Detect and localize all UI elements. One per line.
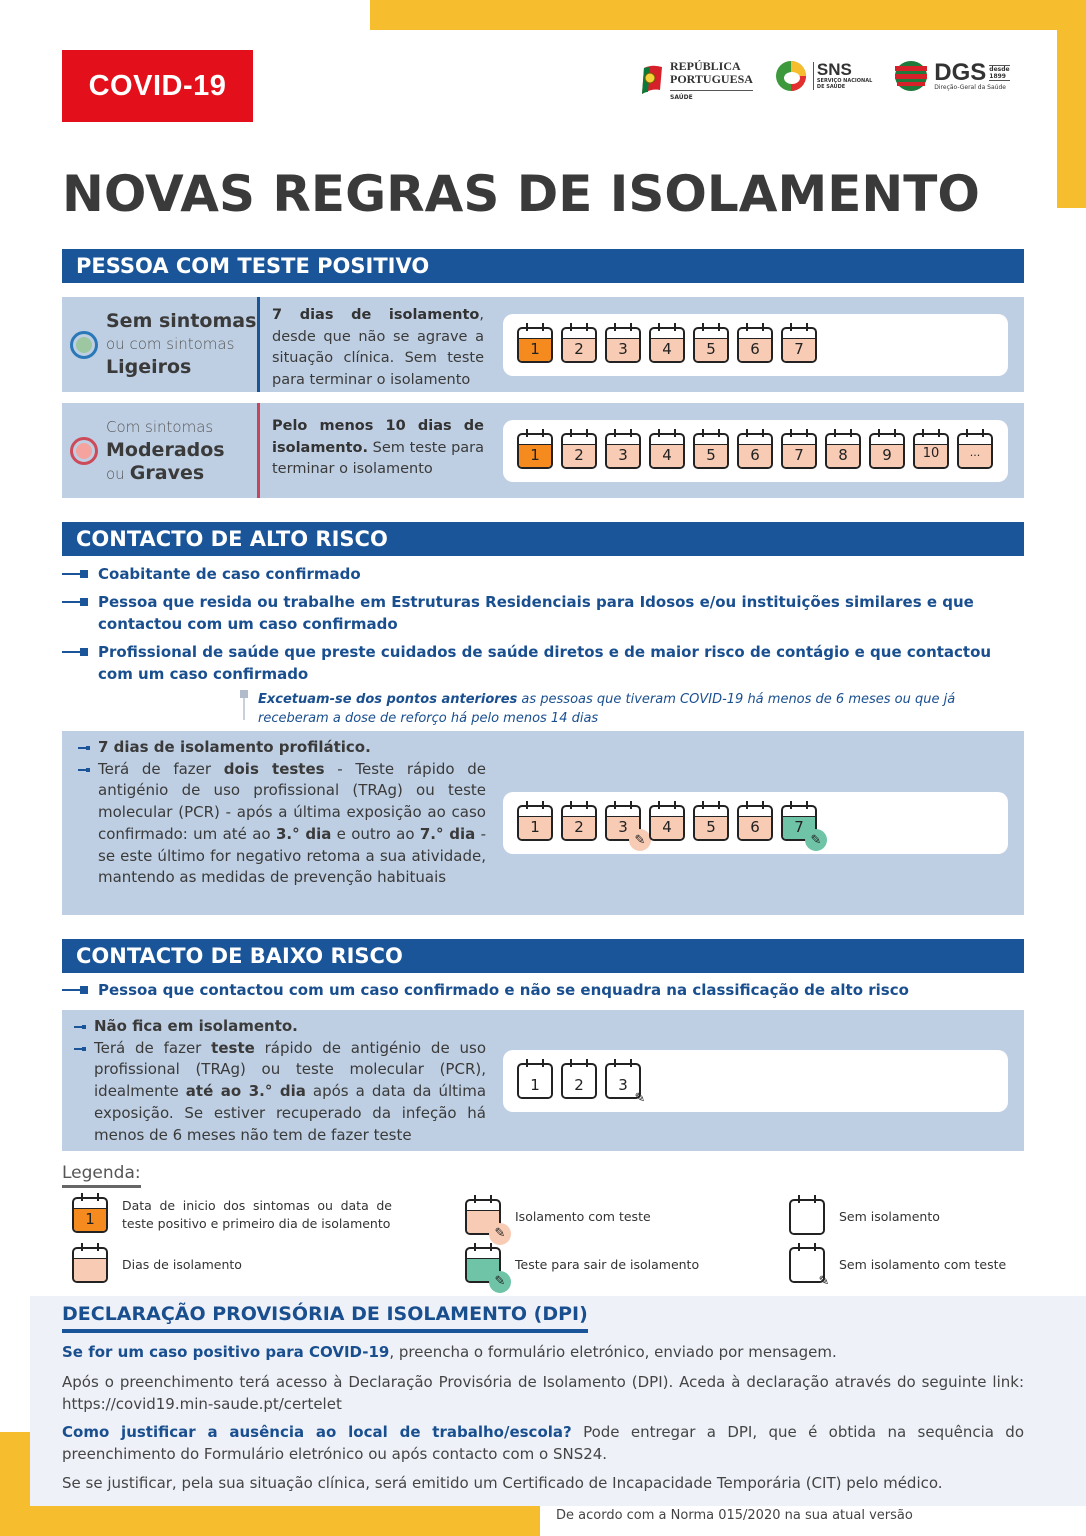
bullet-marker-icon [62, 601, 84, 603]
swab-test-icon: ✎ [629, 829, 651, 851]
arrow-marker-icon [78, 747, 88, 749]
calendar-strip-mild [503, 314, 1008, 376]
calendar-isolation-test-icon [465, 1199, 506, 1241]
calendar-first-day-icon: 1 [72, 1197, 108, 1233]
section-header-low-risk: CONTACTO DE BAIXO RISCO [62, 939, 1024, 973]
legend-item-no-isolation: Sem isolamento [789, 1199, 940, 1235]
decorative-yellow-bar-bottom [0, 1506, 540, 1536]
dpi-paragraph-3: Como justificar a ausência ao local de trabalho/escola? Pode entregar a DPI, que é obtida na sequência do preenchimento do Formulário eletrónico ou após contacto com o SNS24. [62, 1423, 1025, 1463]
legend-item-first-day: 1 Data de inicio dos sintomas ou data de teste positivo e primeiro dia de isolamento [72, 1197, 392, 1233]
calendar-day-icon: ... [957, 433, 993, 469]
calendar-day-icon: 3 ✎ [605, 1063, 641, 1099]
calendar-strip-severe [503, 420, 1008, 482]
high-risk-exception-note: Excetuam-se dos pontos anteriores as pessoas que tiveram COVID-19 há menos de 6 meses ou que já receberam a dose de reforço há pelo menos 14 dias [240, 690, 1024, 728]
arrow-marker-icon [78, 769, 88, 771]
legend-item-isolation-with-test: ✎ Isolamento com teste [465, 1199, 651, 1235]
bullet-marker-icon [62, 573, 84, 575]
swab-test-icon: ✎ [489, 1223, 511, 1245]
sns-logo: SNS SERVIÇO NACIONAL DE SAÚDE [775, 60, 872, 92]
swab-test-icon: ✎ [818, 1274, 830, 1289]
mild-symptoms-description: 7 dias de isolamento, desde que não se agrave a situação clínica. Sem teste para terminar o isolamento [272, 307, 484, 388]
calendar-day-icon: 2 [561, 1063, 597, 1099]
panel-mild-symptoms [62, 297, 1024, 392]
calendar-day-icon: 3 [605, 327, 641, 363]
certelet-link[interactable]: https://covid19.min-saude.pt/certelet [62, 1395, 342, 1413]
footer-norm-note: De acordo com a Norma 015/2020 na sua atual versão [556, 1508, 913, 1523]
calendar-day-icon: 7 [781, 327, 817, 363]
calendar-day-icon: 4 [649, 805, 685, 841]
arrow-marker-icon [74, 1026, 84, 1028]
calendar-isolation-icon [72, 1247, 108, 1283]
calendar-day-icon: 1 [517, 327, 553, 363]
swab-test-icon: ✎ [805, 829, 827, 851]
calendar-day-icon: 6 [737, 327, 773, 363]
red-target-icon [70, 437, 98, 465]
green-target-icon [70, 331, 98, 359]
calendar-day-icon: 9 [869, 433, 905, 469]
list-item: Pessoa que contactou com um caso confirmado e não se enquadra na classificação de alto risco [62, 979, 1024, 1001]
dpi-paragraph-4: Se se justificar, pela sua situação clínica, será emitido um Certificado de Incapacidade Temporária (CIT) pelo médico. [62, 1474, 943, 1492]
legend-item-no-isolation-with-test: ✎ Sem isolamento com teste [789, 1247, 1006, 1283]
note-marker-icon [240, 690, 248, 698]
panel-low-risk-rules [62, 1010, 1024, 1151]
decorative-yellow-bar-right [1057, 0, 1086, 208]
calendar-day-icon: 6 [737, 805, 773, 841]
mild-symptoms-label: Sem sintomas ou com sintomas Ligeiros [62, 297, 258, 392]
portugal-flag-icon [640, 64, 664, 98]
legend-item-exit-test: ✎ Teste para sair de isolamento [465, 1247, 699, 1283]
calendar-day-icon: 5 [693, 433, 729, 469]
calendar-day-icon: 3 [605, 433, 641, 469]
calendar-day-icon: 4 [649, 433, 685, 469]
calendar-day-icon: 4 [649, 327, 685, 363]
calendar-day-icon: 2 [561, 805, 597, 841]
calendar-day-icon: 1 [517, 805, 553, 841]
calendar-no-isolation-test-icon [789, 1247, 830, 1289]
high-risk-criteria-list [62, 563, 1024, 691]
section-header-positive: PESSOA COM TESTE POSITIVO [62, 249, 1024, 283]
decorative-yellow-bar-top [370, 0, 1086, 30]
dgs-logo: DGS desde 1899 Direção-Geral da Saúde [894, 60, 1009, 92]
list-item: Coabitante de caso confirmado [62, 563, 1024, 585]
calendar-no-isolation-icon [789, 1199, 825, 1235]
republica-portuguesa-logo: REPÚBLICA PORTUGUESA SAÚDE [640, 60, 753, 101]
list-item: Profissional de saúde que preste cuidados de saúde diretos e de maior risco de contágio e que contactou com um caso confirmado [62, 641, 1024, 685]
panel-high-risk-rules [62, 731, 1024, 915]
divider-red [257, 403, 260, 498]
panel-severe-symptoms [62, 403, 1024, 498]
dgs-emblem-icon [894, 60, 928, 92]
severe-symptoms-description: Pelo menos 10 dias de isolamento. Sem teste para terminar o isolamento [272, 418, 484, 477]
arrow-marker-icon [74, 1048, 84, 1050]
calendar-exit-test-icon [465, 1247, 506, 1289]
dpi-paragraph-2: Após o preenchimento terá acesso à Declaração Provisória de Isolamento (DPI). Aceda à declaração através do seguinte link: https://covid19.min-saude.pt/certelet [62, 1373, 1024, 1413]
calendar-day-icon: 1 [517, 1063, 553, 1099]
dpi-paragraph-1: Se for um caso positivo para COVID-19, preencha o formulário eletrónico, enviado por mensagem. [62, 1343, 837, 1361]
calendar-day-icon: 10 [913, 433, 949, 469]
institution-logos [640, 60, 1010, 110]
divider-blue [257, 297, 260, 392]
section-header-high-risk: CONTACTO DE ALTO RISCO [62, 522, 1024, 556]
calendar-day-icon: 2 [561, 433, 597, 469]
calendar-strip-low-risk [503, 1050, 1008, 1112]
calendar-day-icon: 8 [825, 433, 861, 469]
legend-title: Legenda: [62, 1163, 141, 1188]
high-risk-rules-text: 7 dias de isolamento profilático. Terá de fazer dois testes - Teste rápido de antigénio de uso profissional (TRAg) ou teste molecular (PCR) - após a última exposição ao caso confirmado: um até ao 3.° dia e outro ao 7.° dia - se este último for negativo retoma a sua atividade, mantendo as medidas de prevenção habituais [76, 737, 486, 889]
calendar-day-icon: 3 ✎ [605, 805, 641, 841]
low-risk-rules-text: Não fica em isolamento. Terá de fazer teste rápido de antigénio de uso profissional (TRAg) ou teste molecular (PCR), idealmente até ao 3.° dia após a data da última exposição. Se estiver recuperado da infeção há menos de 6 meses não tem de fazer teste [72, 1016, 486, 1146]
covid-badge: COVID-19 [62, 50, 253, 122]
severe-symptoms-label: Com sintomas Moderados ou Graves [62, 403, 258, 498]
list-item: Pessoa que resida ou trabalhe em Estruturas Residenciais para Idosos e/ou instituições similares e que contactou com um caso confirmado [62, 591, 1024, 635]
low-risk-criteria-list [62, 979, 1024, 1007]
calendar-day-icon: 5 [693, 327, 729, 363]
calendar-day-icon: 6 [737, 433, 773, 469]
swab-test-icon: ✎ [489, 1271, 511, 1293]
calendar-day-icon: 7 [781, 433, 817, 469]
bullet-marker-icon [62, 651, 84, 653]
legend-item-isolation-days: Dias de isolamento [72, 1247, 242, 1283]
calendar-day-icon: 5 [693, 805, 729, 841]
calendar-strip-high-risk [503, 792, 1008, 854]
calendar-day-icon: 2 [561, 327, 597, 363]
page-title: NOVAS REGRAS DE ISOLAMENTO [62, 165, 980, 223]
dpi-section-title: DECLARAÇÃO PROVISÓRIA DE ISOLAMENTO (DPI) [62, 1303, 588, 1333]
sns-emblem-icon [775, 60, 807, 92]
calendar-day-icon: 7 ✎ [781, 805, 817, 841]
calendar-day-icon: 1 [517, 433, 553, 469]
bullet-marker-icon [62, 989, 84, 991]
swab-test-icon: ✎ [634, 1090, 646, 1106]
